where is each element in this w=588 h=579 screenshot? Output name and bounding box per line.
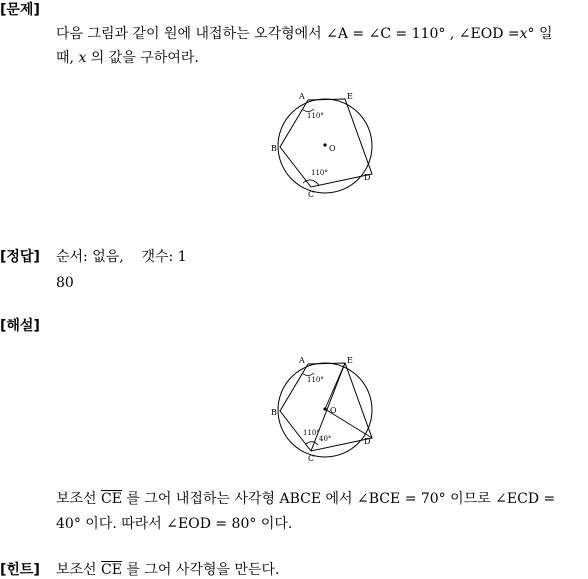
fig2-angle-C: 110° bbox=[303, 429, 320, 437]
solution-label: [해설] bbox=[0, 318, 40, 334]
fig1-arc-C bbox=[303, 180, 319, 185]
solution-abce: ABCE bbox=[279, 491, 322, 507]
fig1-label-O: O bbox=[329, 144, 336, 153]
fig2-label-E: E bbox=[347, 356, 353, 365]
solution-p2: 를 그어 내접하는 사각형 bbox=[126, 491, 276, 507]
hint-line bbox=[56, 561, 279, 579]
solution-eq-bce: ∠BCE = 70° bbox=[357, 491, 446, 507]
solution-line2-p2: 이다. bbox=[260, 516, 293, 532]
problem-text: 다음 그림과 같이 원에 내접하는 오각형에서 bbox=[56, 26, 322, 42]
problem-var-x: x bbox=[519, 26, 528, 42]
solution-line2-p1: 이다. 따라서 bbox=[85, 516, 162, 532]
hint-label: [힌트] bbox=[0, 562, 40, 578]
fig2-segment-OE bbox=[325, 363, 345, 409]
problem-line-2 bbox=[56, 49, 199, 67]
fig1-center-dot bbox=[323, 143, 326, 146]
fig1-label-A: A bbox=[299, 92, 305, 101]
fig2-arc-C bbox=[306, 442, 318, 445]
fig2-angle-ECD: 40° bbox=[319, 435, 332, 443]
solution-seg-CE: $\overline{CE}$ bbox=[101, 491, 122, 507]
solution-line-1 bbox=[56, 490, 555, 508]
answer-line-1: 순서: 없음, 갯수: 1 bbox=[56, 249, 187, 265]
problem-eq-angles: ∠A = ∠C = 110° bbox=[326, 26, 446, 42]
problem-label: [문제] bbox=[0, 2, 40, 18]
figure-1-pentagon bbox=[266, 88, 378, 200]
hint-p1: 보조선 bbox=[56, 562, 97, 578]
problem-eq-eod: ∠EOD = bbox=[458, 26, 520, 42]
figure-2-pentagon bbox=[266, 352, 378, 464]
fig2-center-dot bbox=[323, 407, 326, 410]
fig2-label-C: C bbox=[308, 454, 315, 463]
solution-line-2 bbox=[56, 515, 292, 533]
problem-deg: ° bbox=[527, 26, 535, 42]
problem-line2-head: 때, bbox=[56, 50, 74, 66]
problem-sep: , bbox=[449, 26, 455, 42]
solution-p1: 보조선 bbox=[56, 491, 97, 507]
fig2-label-B: B bbox=[271, 408, 277, 417]
solution-eq-ecd: ∠ECD = bbox=[495, 491, 556, 507]
solution-eq-40: 40° bbox=[56, 516, 81, 532]
fig1-label-E: E bbox=[347, 92, 353, 101]
problem-line2-var: x bbox=[78, 50, 87, 66]
problem-tail: 일 bbox=[538, 26, 553, 42]
fig1-label-B: B bbox=[271, 144, 277, 153]
fig2-label-O: O bbox=[330, 406, 337, 415]
solution-eq-eod: ∠EOD = 80° bbox=[166, 516, 257, 532]
fig1-angle-A: 110° bbox=[307, 112, 324, 120]
fig2-label-D: D bbox=[364, 437, 371, 446]
fig1-label-C: C bbox=[308, 190, 315, 199]
problem-line2-tail: 의 값을 구하여라. bbox=[90, 50, 199, 66]
problem-line-1 bbox=[56, 25, 553, 43]
solution-p4: 이므로 bbox=[450, 491, 491, 507]
solution-p3: 에서 bbox=[325, 491, 353, 507]
fig1-angle-C: 110° bbox=[311, 169, 328, 177]
fig2-angle-A: 110° bbox=[307, 376, 324, 384]
fig2-label-A: A bbox=[299, 356, 305, 365]
answer-value: 80 bbox=[56, 275, 74, 291]
hint-p2: 를 그어 사각형을 만든다. bbox=[126, 562, 280, 578]
hint-seg-CE: $\overline{CE}$ bbox=[101, 562, 122, 578]
answer-label: [정답] bbox=[0, 249, 40, 265]
fig1-label-D: D bbox=[364, 173, 371, 182]
